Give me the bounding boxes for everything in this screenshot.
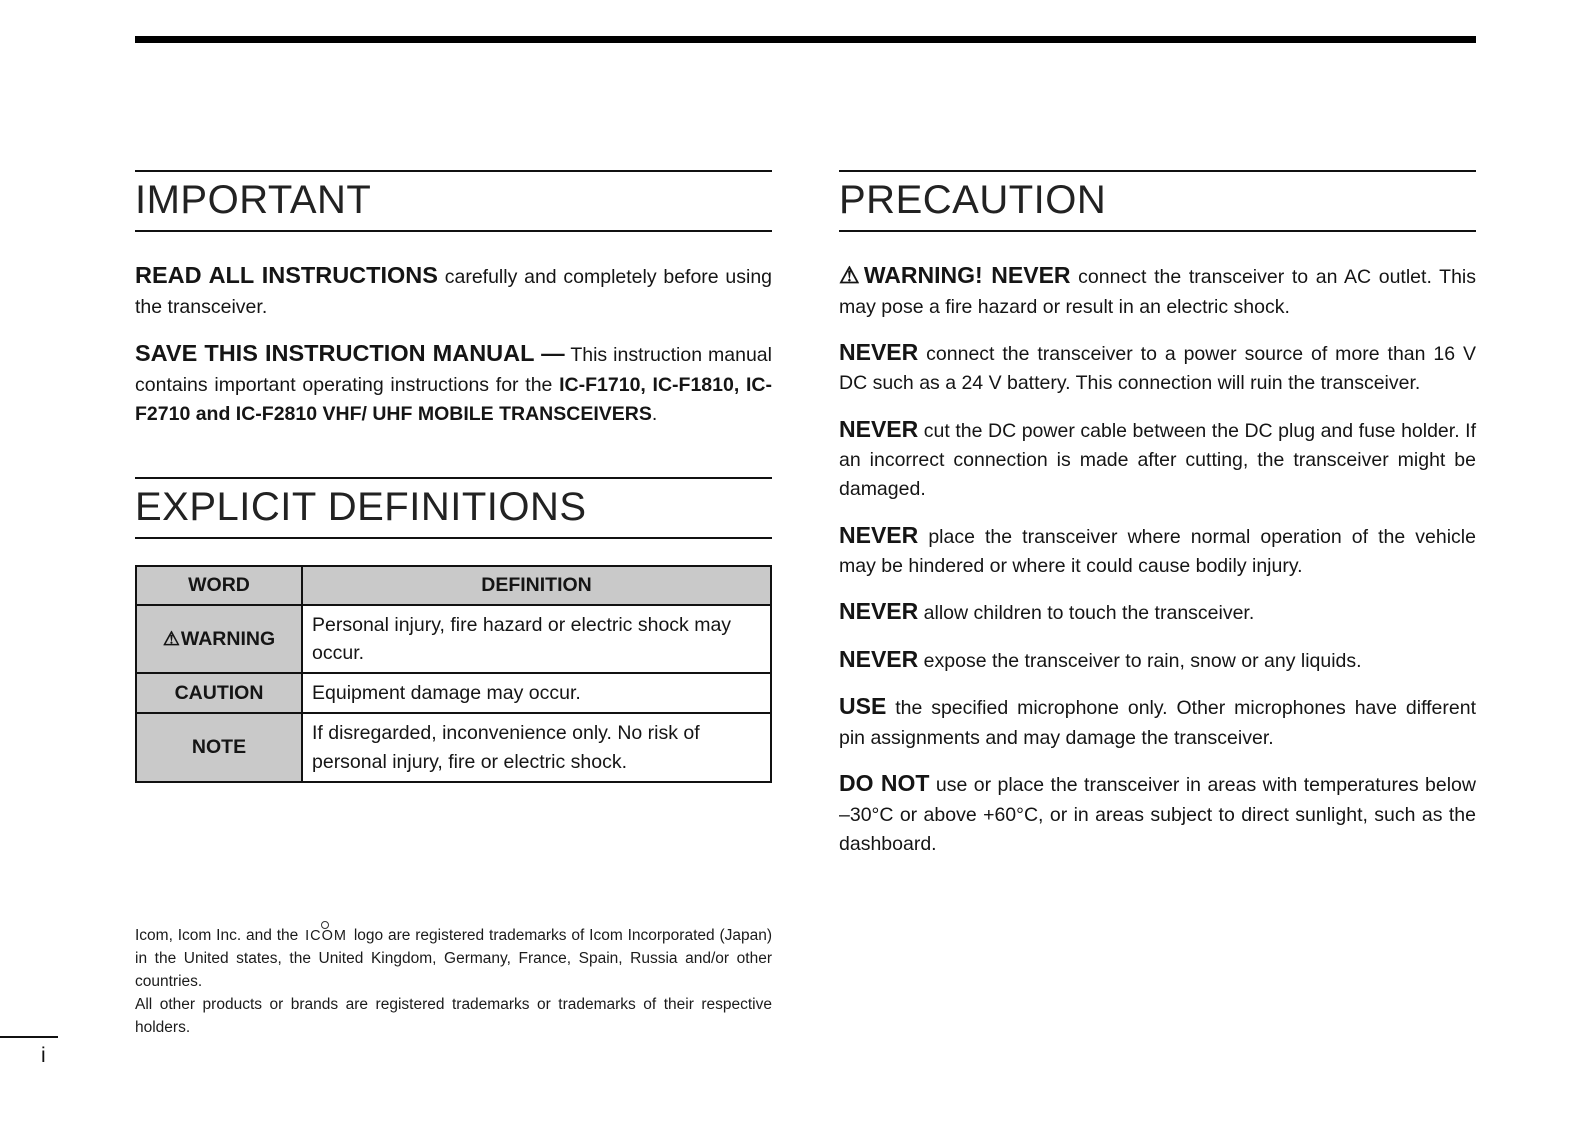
page-number: i xyxy=(41,1044,46,1067)
table-row xyxy=(136,713,771,782)
column-header-definition: DEFINITION xyxy=(302,566,771,604)
warning-icon: ⚠ xyxy=(162,628,180,650)
precaution-item xyxy=(839,766,1476,859)
precaution-lead: WARNING! NEVER xyxy=(863,262,1071,288)
precaution-text: use or place the transceiver in areas with temperatures below –30°C or above +60°C, or in areas subject to direct sunlight, such as the dashboard. xyxy=(839,774,1476,855)
left-column xyxy=(135,170,772,1040)
precaution-text: expose the transceiver to rain, snow or any liquids. xyxy=(923,649,1362,672)
precaution-item xyxy=(839,412,1476,505)
word-cell-note xyxy=(136,713,302,782)
word-cell-caution xyxy=(136,673,302,713)
word-label: CAUTION xyxy=(174,682,264,705)
trademark-line-1 xyxy=(135,925,772,994)
model-names: IC-F1710, IC-F1810, IC-F2710 and IC-F2810 VHF/ UHF MOBILE TRANSCEIVERS xyxy=(135,373,772,425)
trademark-notice xyxy=(135,925,772,1040)
precaution-lead: NEVER xyxy=(839,521,919,548)
precaution-lead: NEVER xyxy=(839,338,919,365)
definition-cell: If disregarded, inconvenience only. No risk of personal injury, fire or electric shock. xyxy=(302,713,771,782)
page-number-rule xyxy=(0,1036,58,1038)
section-title-definitions: EXPLICIT DEFINITIONS xyxy=(135,477,772,539)
precaution-lead: NEVER xyxy=(839,415,919,442)
word-cell-warning xyxy=(136,605,302,674)
save-manual-paragraph xyxy=(135,336,772,430)
precaution-text: cut the DC power cable between the DC plug and fuse holder. If an incorrect connection is made after cutting, the transceiver might be damaged. xyxy=(839,419,1476,501)
precaution-lead: USE xyxy=(839,693,887,720)
precaution-lead: DO NOT xyxy=(839,770,930,796)
definition-cell: Personal injury, fire hazard or electric shock may occur. xyxy=(302,605,771,674)
precaution-text: connect the transceiver to a power source of more than 16 V DC such as a 24 V battery. This connection will ruin the transceiver. xyxy=(839,342,1476,395)
word-label: WARNING xyxy=(180,627,276,650)
precaution-item xyxy=(839,689,1476,753)
word-label: NOTE xyxy=(191,736,247,759)
definitions-table xyxy=(135,565,772,783)
warning-icon: ⚠ xyxy=(839,262,862,288)
table-header-row xyxy=(136,566,771,604)
paragraph-lead: SAVE THIS INSTRUCTION MANUAL — xyxy=(135,339,565,366)
section-title-important: IMPORTANT xyxy=(135,170,772,232)
precaution-item xyxy=(839,594,1476,629)
section-title-precaution: PRECAUTION xyxy=(839,170,1476,232)
precaution-item xyxy=(839,335,1476,399)
precaution-section xyxy=(839,170,1476,859)
top-rule xyxy=(135,36,1476,43)
icom-logo: ICOM xyxy=(305,927,347,944)
table-row xyxy=(136,605,771,674)
paragraph-lead: READ ALL INSTRUCTIONS xyxy=(135,262,438,288)
right-column xyxy=(839,170,1476,1040)
precaution-text: connect the transceiver to an AC outlet. This may pose a fire hazard or result in an electric shock. xyxy=(839,266,1476,318)
precaution-item xyxy=(839,258,1476,322)
explicit-definitions-section xyxy=(135,477,772,783)
trademark-text: Icom, Icom Inc. and the xyxy=(135,926,299,944)
trademark-text: logo are registered trademarks of Icom Incorporated (Japan) in the United states, the United Kingdom, Germany, France, Spain, Russia and/or other countries. xyxy=(135,926,773,990)
precaution-text: the specified microphone only. Other microphones have different pin assignments and may damage the transceiver. xyxy=(839,697,1476,749)
paragraph-text: . xyxy=(651,403,658,425)
paragraph-text: carefully and completely before using the transceiver. xyxy=(135,266,773,319)
precaution-item xyxy=(839,518,1476,582)
definition-cell: Equipment damage may occur. xyxy=(302,673,771,713)
precaution-lead: NEVER xyxy=(839,598,919,625)
precaution-text: allow children to touch the transceiver. xyxy=(923,602,1255,625)
page-columns xyxy=(135,170,1476,1040)
precaution-item xyxy=(839,642,1476,677)
paragraph-text: This instruction manual contains important operating instructions for the xyxy=(135,343,772,396)
trademark-line-2: All other products or brands are registered trademarks or trademarks of their respective holders. xyxy=(135,995,772,1036)
important-section xyxy=(135,170,772,429)
column-header-word: WORD xyxy=(136,566,302,604)
precaution-text: place the transceiver where normal operation of the vehicle may be hindered or where it could cause bodily injury. xyxy=(839,525,1476,577)
read-all-instructions-paragraph xyxy=(135,258,772,323)
precaution-lead: NEVER xyxy=(839,645,919,672)
table-row xyxy=(136,673,771,713)
